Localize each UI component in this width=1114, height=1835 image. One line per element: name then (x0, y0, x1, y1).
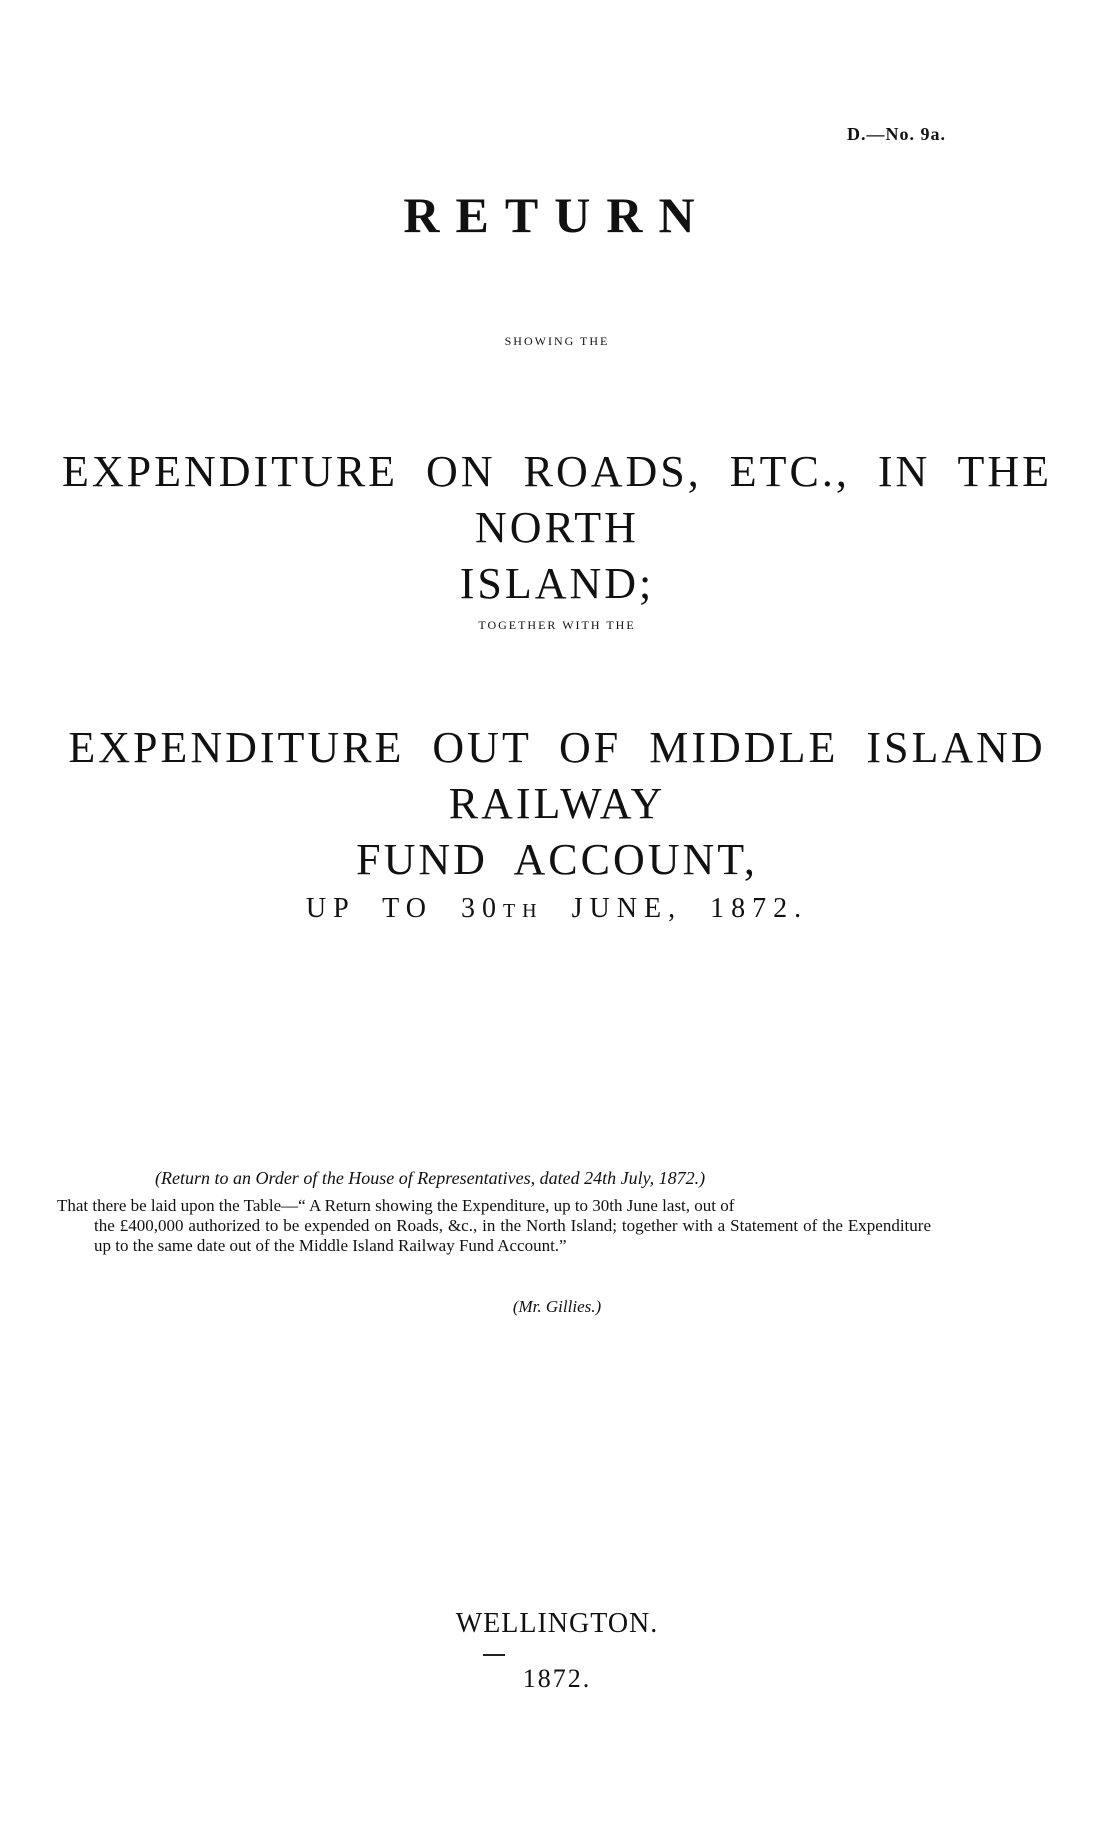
order-reference (155, 1168, 705, 1189)
mover-name: (Mr. Gillies.) (512, 1297, 602, 1316)
together-with-label: TOGETHER WITH THE (478, 618, 636, 632)
document-number: D.—No. 9a. (847, 124, 946, 144)
document-title: RETURN (403, 187, 711, 243)
heading-roads-line-2: ISLAND; (459, 559, 655, 608)
motion-continuation: the £400,000 authorized to be expended on Roads, &c., in the North Island; together with a Statement of the Expenditure up to the same date out of the Middle Island Railway Fund Account.” (94, 1216, 931, 1255)
motion-first-line: That there be laid upon the Table—“ A Return showing the Expenditure, up to 30th June last, out of (57, 1196, 735, 1215)
heading-railway-line-1: EXPENDITURE OUT OF MIDDLE ISLAND RAILWAY (68, 723, 1046, 828)
place-of-publication: WELLINGTON. (455, 1608, 659, 1639)
showing-the-label: SHOWING THE (504, 334, 610, 348)
date-prefix: UP TO 30 (305, 893, 503, 924)
heading-railway-line-2: FUND ACCOUNT, (356, 835, 758, 884)
date-line (0, 893, 1114, 925)
motion-text (57, 1196, 931, 1256)
publication-year: 1872. (522, 1664, 592, 1693)
order-reference-text: (Return to an Order of the House of Representatives, dated 24th July, 1872.) (155, 1168, 706, 1188)
separator-rule (483, 1654, 505, 1656)
heading-railway-fund (0, 720, 1114, 888)
date-rest: JUNE, 1872. (543, 893, 809, 924)
date-suffix-th: TH (502, 900, 544, 922)
heading-roads-north-island (0, 444, 1114, 612)
heading-roads-line-1: EXPENDITURE ON ROADS, ETC., IN THE NORTH (61, 447, 1053, 552)
